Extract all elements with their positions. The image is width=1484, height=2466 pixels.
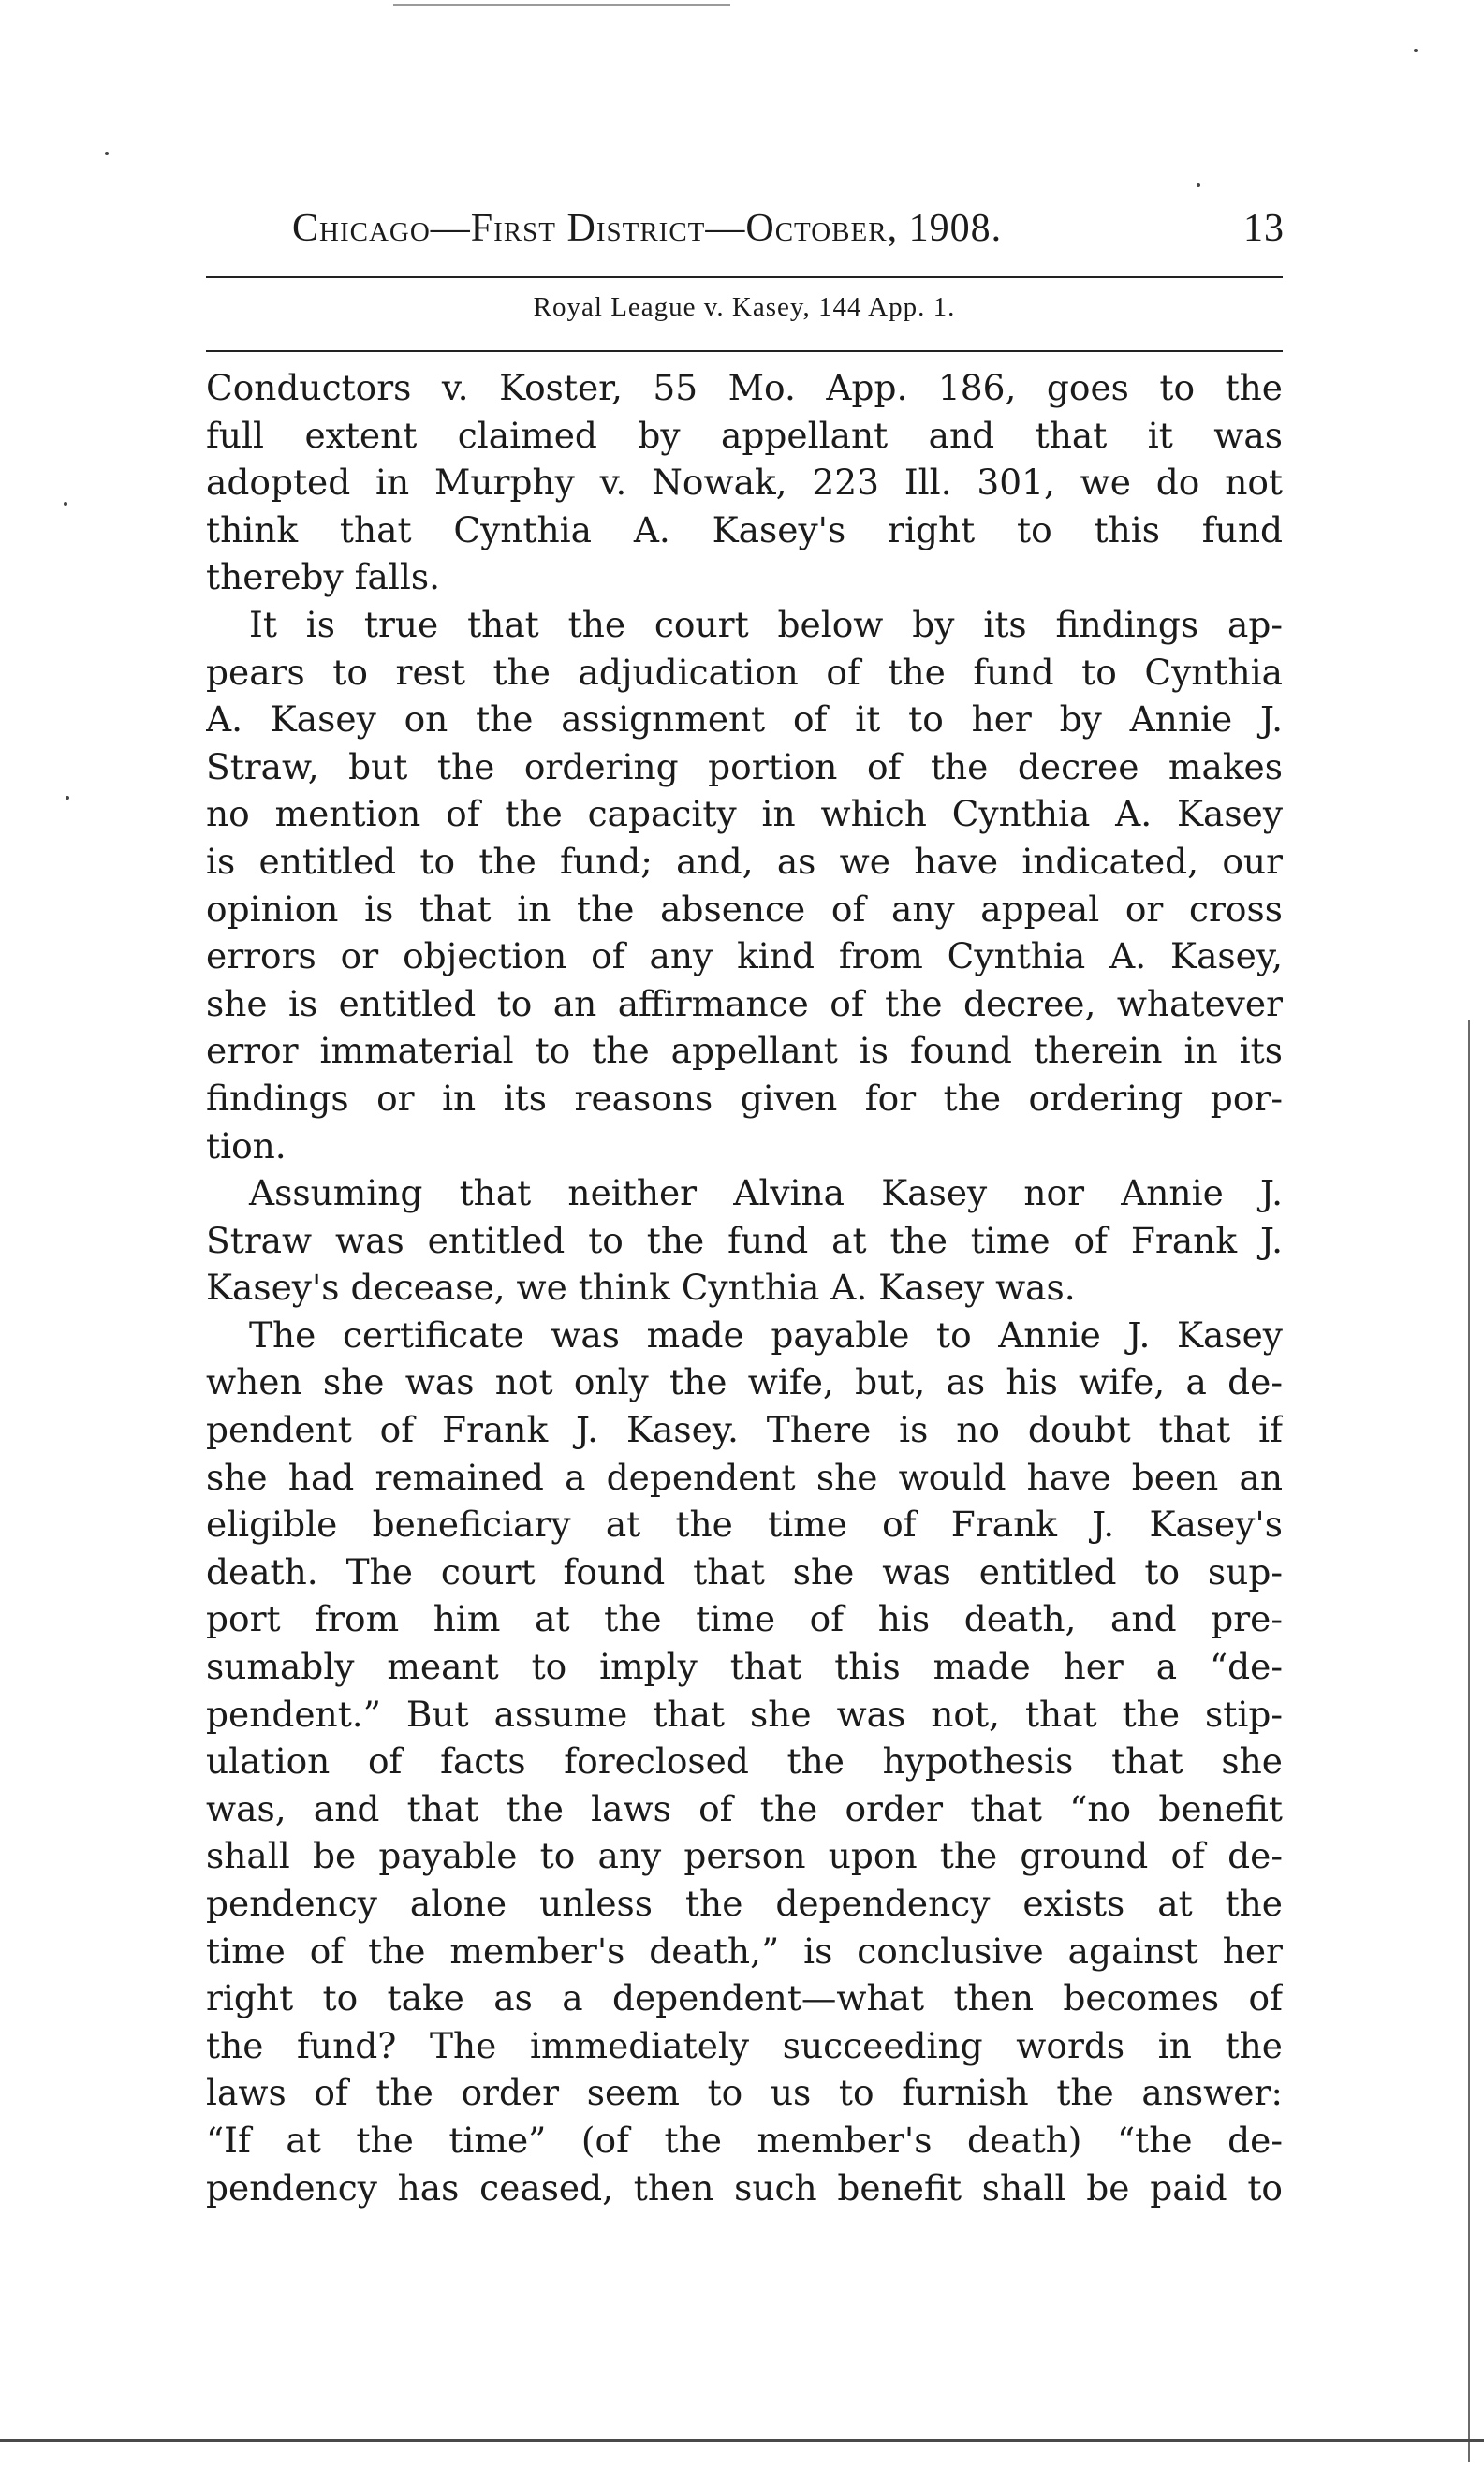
text-line: right to take as a dependent—what then becomes of (206, 1977, 1283, 2019)
text-line: ulation of facts foreclosed the hypothesis that she (206, 1740, 1283, 1783)
running-head (292, 206, 1285, 262)
text-line: think that Cynthia A. Kasey's right to this fund (206, 508, 1283, 550)
text-line: shall be payable to any person upon the ground of de- (206, 1835, 1283, 1877)
text-line: opinion is that in the absence of any appeal or cross (206, 888, 1283, 930)
scan-speck (1414, 49, 1418, 52)
text-line: pendency has ceased, then such benefit shall be paid to (206, 2166, 1283, 2209)
scan-speck (64, 502, 67, 506)
text-line: “If at the time” (of the member's death) “the de- (206, 2119, 1283, 2161)
opinion-text (206, 364, 1283, 2211)
text-line: pendency alone unless the dependency exists at the (206, 1883, 1283, 1924)
text-line: Straw, but the ordering portion of the decree makes (206, 745, 1283, 787)
text-line: The certificate was made payable to Annie J. Kasey (249, 1314, 1283, 1356)
text-line: adopted in Murphy v. Nowak, 223 Ill. 301, we do not (206, 462, 1283, 504)
scan-speck (66, 796, 69, 800)
page-number: 13 (1243, 207, 1285, 250)
text-line: Kasey's decease, we think Cynthia A. Kasey was. (206, 1267, 1076, 1309)
text-line: no mention of the capacity in which Cynthia A. Kasey (206, 793, 1283, 835)
scan-edge-right (1468, 1020, 1470, 2462)
text-line: error immaterial to the appellant is found therein in its (206, 1030, 1283, 1072)
text-line: pears to rest the adjudication of the fund to Cynthia (206, 651, 1283, 693)
header-rule-bottom (206, 350, 1283, 352)
scan-speck (1197, 183, 1200, 187)
text-line: full extent claimed by appellant and that it was (206, 414, 1283, 456)
case-citation: Royal League v. Kasey, 144 App. 1. (533, 292, 956, 322)
text-line: A. Kasey on the assignment of it to her by Annie J. (206, 698, 1283, 741)
text-line: sumably meant to imply that this made her a “de- (206, 1646, 1283, 1688)
text-line: is entitled to the fund; and, as we have indicated, our (206, 840, 1283, 882)
scan-speck (105, 152, 109, 155)
text-line: she had remained a dependent she would have been an (206, 1456, 1283, 1498)
text-line: she is entitled to an affirmance of the decree, whatever (206, 982, 1283, 1024)
text-line: laws of the order seem to us to furnish the answer: (206, 2072, 1283, 2114)
text-line: Assuming that neither Alvina Kasey nor Annie J. (249, 1172, 1283, 1214)
running-head-title: Chicago—First District—October, 1908. (292, 207, 1003, 250)
text-line: errors or objection of any kind from Cynthia A. Kasey, (206, 935, 1283, 977)
text-line: was, and that the laws of the order that “no benefit (206, 1787, 1283, 1829)
text-line: death. The court found that she was entitled to sup- (206, 1550, 1283, 1593)
text-line: tion. (206, 1124, 287, 1167)
text-line: findings or in its reasons given for the ordering por- (206, 1077, 1283, 1119)
text-line: the fund? The immediately succeeding words in the (206, 2024, 1283, 2066)
text-line: Conductors v. Koster, 55 Mo. App. 186, goes to the (206, 367, 1283, 408)
text-line: eligible beneficiary at the time of Frank J. Kasey's (206, 1504, 1283, 1546)
text-line: port from him at the time of his death, and pre- (206, 1598, 1283, 1640)
scan-edge-top (393, 4, 730, 6)
text-line: when she was not only the wife, but, as his wife, a de- (206, 1361, 1283, 1403)
text-line: Straw was entitled to the fund at the time of Frank J. (206, 1219, 1283, 1261)
text-line: It is true that the court below by its findings ap- (249, 603, 1283, 645)
header-rule-top (206, 276, 1283, 278)
text-line: thereby falls. (206, 556, 441, 598)
text-line: pendent.” But assume that she was not, that the stip- (206, 1693, 1283, 1735)
text-line: pendent of Frank J. Kasey. There is no doubt that if (206, 1409, 1283, 1451)
scan-edge-bottom (0, 2439, 1484, 2442)
text-line: time of the member's death,” is conclusive against her (206, 1930, 1283, 1972)
